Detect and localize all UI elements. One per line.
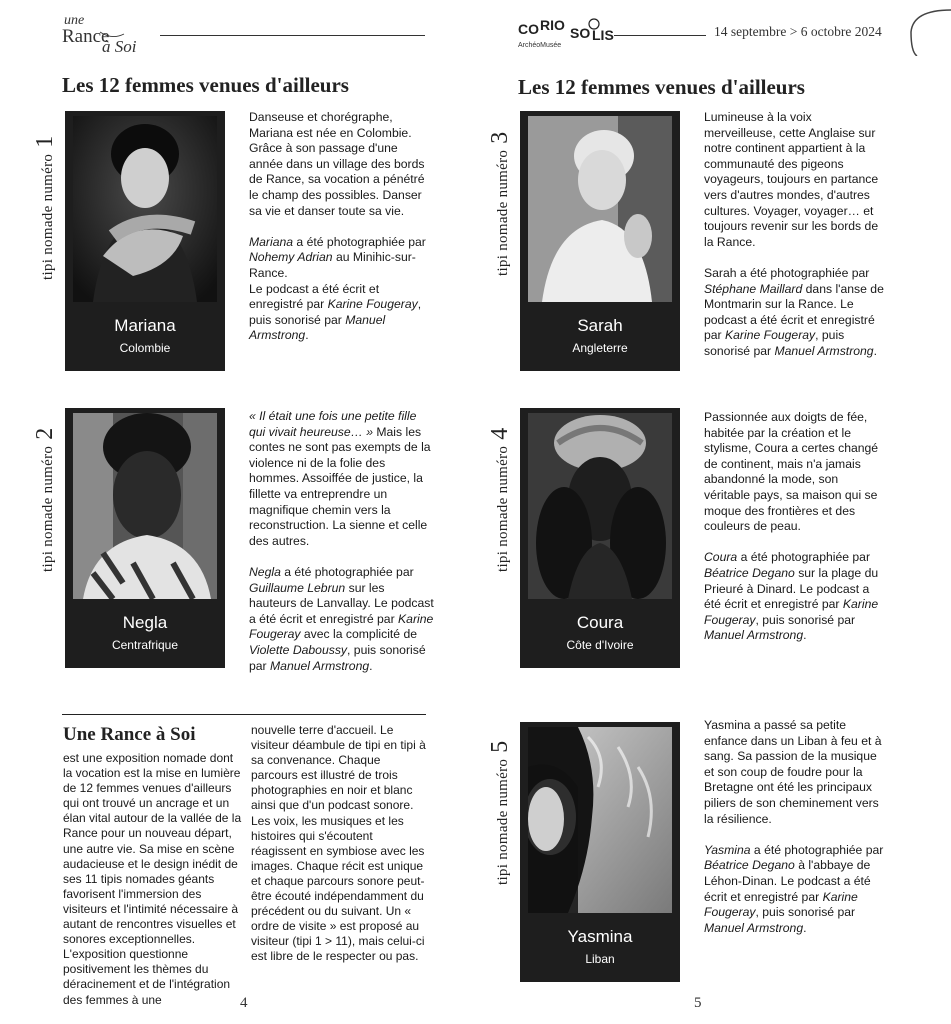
page-number-left: 4	[240, 995, 248, 1011]
portrait-card-coura	[520, 408, 680, 668]
portrait-name: Negla	[122, 613, 168, 632]
nomad-credits: Yasmina a été photographiée par Béatrice Degano à l'abbaye de Léhon-Dinan. Le podcast a été écrit et enregistré par Karine Fougeray, puis sonorisé par Manuel Armstrong.	[704, 842, 884, 935]
svg-text:RIO: RIO	[540, 18, 565, 33]
header-rule-right	[614, 35, 706, 36]
page-title-left: Les 12 femmes venues d'ailleurs	[62, 73, 349, 97]
coriosolis-logo	[518, 18, 618, 50]
coriosolis-logo-art	[518, 18, 618, 50]
svg-text:SO: SO	[570, 25, 591, 41]
nomad-text-yasmina	[704, 718, 886, 936]
svg-text:une: une	[64, 13, 85, 28]
portrait-card-mariana	[65, 111, 225, 371]
portrait-name: Sarah	[577, 316, 623, 335]
nomad-credits: Sarah a été photographiée par Stéphane Maillard dans l'anse de Montmarin sur la Rance. Le podcast a été écrit et enregistré par Karine Fougeray, puis sonorisé par Manuel Armstrong.	[704, 265, 884, 358]
nomad-desc: Passionnée aux doigts de fée, habitée par la création et le stylisme, Coura a certes changé de continent, mais n'a jamais abandonné la mode, son véritable pays, sa maison qui se moque des frontières et des couleurs de peau.	[704, 410, 879, 534]
nomad-text-mariana	[249, 110, 429, 344]
portrait-coura-image	[528, 413, 672, 599]
portrait-photo	[73, 413, 217, 599]
portrait-negla-image	[73, 413, 217, 599]
portrait-card-negla	[65, 408, 225, 668]
portrait-country: Liban	[585, 952, 615, 966]
about-text-col2: nouvelle terre d'accueil. Le visiteur déambule de tipi en tipi à sa convenance. Chaque parcours est illustré de trois photographies en noir et blanc ainsi que d'un podcast sonore. Les voix, les musiques et les histoires qui s'écoutent réagissent en symbiose avec les images. Chaque récit est unique et chaque parcours sonore peut-être écouté indépendamment du précédent ou du suivant. Un « ordre de visite » est proposé au visiteur (tipi 1 > 11), mais celui-ci est libre de le respecter ou pas.	[251, 723, 426, 964]
nomad-credits: Coura a été photographiée par Béatrice Degano sur la plage du Prieuré à Dinard. Le podcast a été écrit et enregistré par Karine Fougeray, puis sonorisé par Manuel Armstrong.	[704, 550, 879, 643]
nomad-desc: Lumineuse à la voix merveilleuse, cette Anglaise sur notre continent appartient à la communauté des pigeons voyageurs, toujours en partance vers d'autres mondes, d'autres cultures. Voyager, voyager… et toujours revenir sur les bords de la Rance.	[704, 110, 879, 249]
portrait-mariana-image	[73, 116, 217, 302]
svg-text:ArchéoMusée: ArchéoMusée	[518, 42, 562, 49]
portrait-card-yasmina	[520, 722, 680, 982]
portrait-sarah-image	[528, 116, 672, 302]
portrait-country: Centrafrique	[111, 638, 179, 652]
tipi-label-3: tipi nomade numéro3	[487, 131, 513, 276]
nomad-desc: Danseuse et chorégraphe, Mariana est née en Colombie. Grâce à son passage d'une année dans un village des bords de Rance, sa vocation a pénétré le champ des possibles. Danser sa vie et danser toute sa vie.	[249, 110, 425, 218]
page-number-right: 5	[694, 995, 702, 1011]
rance-logo	[62, 10, 154, 54]
nomad-credits: Negla a été photographiée par Guillaume Lebrun sur les hauteurs de Lanvallay. Le podcast a été écrit et enregistré par Karine Fougeray avec la complicité de Violette Daboussy, puis sonorisé par Manuel Armstrong.	[249, 564, 434, 673]
tipi-label-4: tipi nomade numéro4	[487, 427, 513, 572]
portrait-name: Yasmina	[567, 927, 633, 946]
nomad-desc: « Il était une fois une petite fille qui vivait heureuse… » Mais les contes ne sont pas exempts de la violence ni de la folie des hommes. Assoiffée de justice, la fillette va entreprendre un magnifique chemin vers la reconstruction. La sienne et celle des autres.	[249, 409, 431, 548]
nomad-text-negla	[249, 409, 434, 674]
portrait-photo	[73, 116, 217, 302]
nomad-text-sarah	[704, 110, 886, 360]
svg-text:à Soi: à Soi	[102, 37, 137, 54]
portrait-card-sarah	[520, 111, 680, 371]
nomad-credits: Mariana a été photographiée par Nohemy Adrian au Minihic-sur-Rance. Le podcast a été écrit et enregistré par Karine Fougeray, puis sonorisé par Manuel Armstrong.	[249, 234, 426, 343]
header-rule-left	[160, 35, 425, 36]
portrait-country: Côte d'Ivoire	[566, 638, 634, 652]
page-title-right: Les 12 femmes venues d'ailleurs	[518, 75, 805, 99]
portrait-photo	[528, 727, 672, 913]
corner-curl-icon	[903, 6, 951, 56]
tipi-label-1: tipi nomade numéro1	[32, 135, 58, 280]
portrait-photo	[528, 413, 672, 599]
portrait-yasmina-image	[528, 727, 672, 913]
portrait-photo	[528, 116, 672, 302]
svg-text:LIS: LIS	[592, 27, 614, 43]
about-rule	[62, 714, 426, 715]
page-corner-curl	[903, 6, 951, 56]
rance-logo-art	[62, 10, 154, 54]
about-title: Une Rance à Soi	[63, 724, 196, 745]
svg-text:CO: CO	[518, 21, 539, 37]
portrait-country: Angleterre	[572, 341, 628, 355]
svg-text:Rance: Rance	[62, 26, 110, 47]
nomad-desc: Yasmina a passé sa petite enfance dans un Liban à feu et à sang. Sa passion de la musique et son coup de foudre pour la Bretagne ont été les principaux piliers de son cheminement vers la résilience.	[704, 718, 882, 826]
exhibition-dates: 14 septembre > 6 octobre 2024	[714, 24, 882, 39]
about-text-col1: est une exposition nomade dont la vocation est la mise en lumière de 12 femmes venues d'ailleurs qui ont trouvé un ancrage et un élan vital autour de la vallée de la Rance pour un nouveau départ, une autre vie. Sa mise en scène audacieuse et le design inédit de ses 11 tipis nomades géants favorisent l'immersion des visiteurs et l'intimité nécessaire à autant de rencontres visuelles et sonores exceptionnelles. L'exposition questionne positivement les thèmes du déracinement et de l'intégration des femmes à une	[63, 751, 242, 1007]
portrait-name: Coura	[576, 613, 624, 632]
tipi-label-5: tipi nomade numéro5	[487, 740, 513, 885]
portrait-country: Colombie	[119, 341, 171, 355]
portrait-name: Mariana	[114, 316, 176, 335]
tipi-label-2: tipi nomade numéro2	[32, 427, 58, 572]
nomad-text-coura	[704, 410, 886, 644]
